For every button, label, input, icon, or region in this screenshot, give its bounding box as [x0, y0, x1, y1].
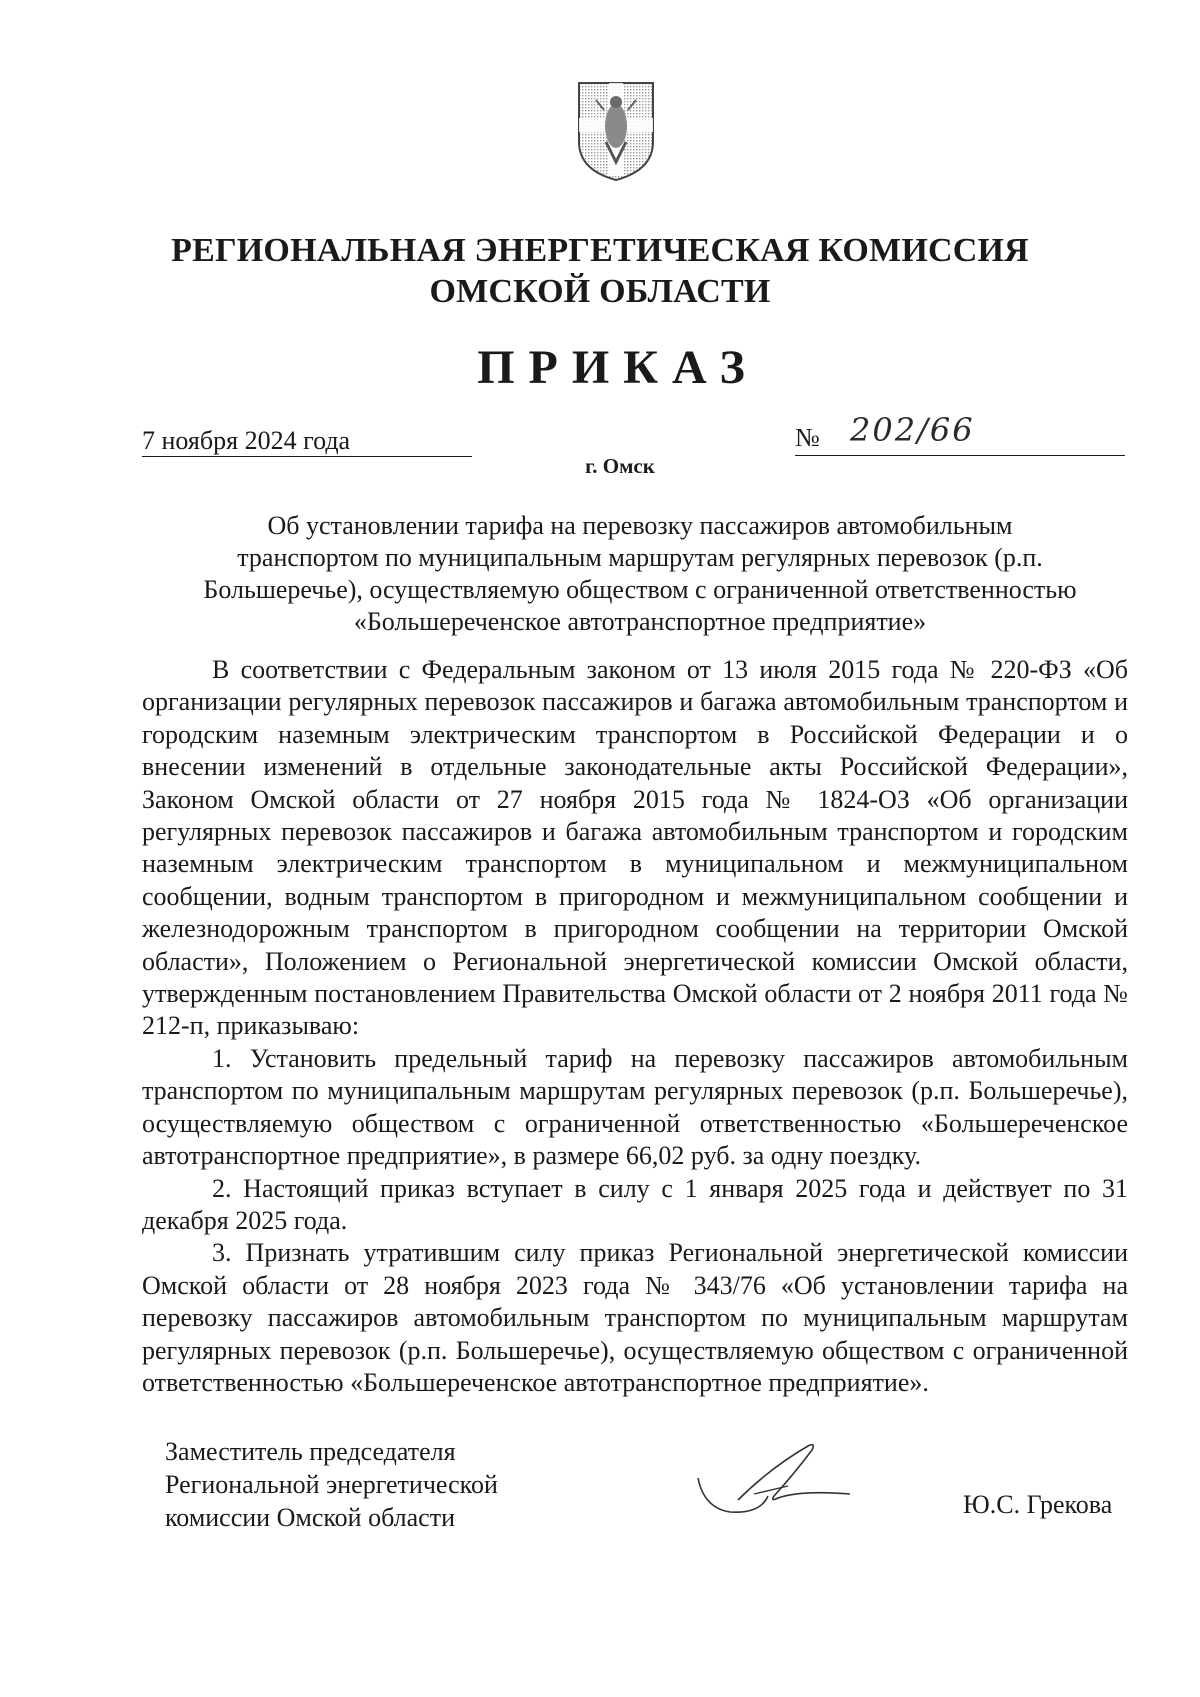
preamble-paragraph: В соответствии с Федеральным законом от 13 июля 2015 года № 220-ФЗ «Об организации регулярных перевозок пассажиров и багажа автомобильным транспортом и городским наземным электрическим транспортом в Российской Федерации и о внесении изменений в отдельные законодательные акты Российской Федерации», Законом Омской области от 27 ноября 2015 года № 1824-ОЗ «Об организации регулярных перевозок пассажиров и багажа автомобильным транспортом и городским наземным электрическим транспортом в муниципальном и межмуниципальном сообщении, водным транспортом в пригородном и межмуниципальном сообщении и железнодорожным транспортом в пригородном сообщении на территории Омской области», Положением о Региональной энергетической комиссии Омской области, утвержденным постановлением Правительства Омской области от 2 ноября 2011 года № 212-п, приказываю:	[142, 655, 1128, 1041]
signer-position-line1: Заместитель председателя	[165, 1437, 456, 1466]
document-date: 7 ноября 2024 года	[142, 426, 472, 457]
coat-of-arms-icon	[576, 80, 656, 182]
organization-name-line1: РЕГИОНАЛЬНАЯ ЭНЕРГЕТИЧЕСКАЯ КОМИССИЯ	[171, 232, 1029, 269]
document-subject: Об установлении тарифа на перевозку пассажиров автомобильным транспортом по муниципальным маршрутам регулярных перевозок (р.п. Большеречье), осуществляемую обществом с ограниченной ответственностью «Большереченское автотранспортное предприятие»	[203, 511, 1077, 636]
organization-name-line2: ОМСКОЙ ОБЛАСТИ	[429, 273, 771, 310]
order-item-3: 3. Признать утратившим силу приказ Региональной энергетической комиссии Омской области от 28 ноября 2023 года № 343/76 «Об установлении тарифа на перевозку пассажиров автомобильным транспортом по муниципальным маршрутам регулярных перевозок (р.п. Большеречье), осуществляемую обществом с ограниченной ответственностью «Большереченское автотранспортное предприятие».	[142, 1238, 1128, 1397]
handwritten-signature-icon	[690, 1438, 860, 1518]
signer-position	[165, 1435, 565, 1534]
document-type-title: ПРИКАЗ	[477, 341, 759, 394]
order-item-1: 1. Установить предельный тариф на перевозку пассажиров автомобильным транспортом по муниципальным маршрутам регулярных перевозок (р.п. Большеречье), осуществляемую обществом с ограниченной ответственностью «Большереченское автотранспортное предприятие», в размере 66,02 руб. за одну поездку.	[142, 1043, 1128, 1171]
document-number-field	[795, 411, 1125, 456]
document-number-value: 202/66	[850, 411, 975, 449]
number-sign: №	[795, 423, 820, 452]
document-body	[142, 654, 1128, 1399]
signer-position-line3: комиссии Омской области	[165, 1503, 455, 1532]
signer-position-line2: Региональной энергетической	[165, 1470, 498, 1499]
signer-name: Ю.С. Грекова	[963, 1490, 1113, 1519]
order-item-2: 2. Настоящий приказ вступает в силу с 1 января 2025 года и действует по 31 декабря 2025 года.	[142, 1173, 1128, 1235]
document-city: г. Омск	[585, 454, 655, 478]
